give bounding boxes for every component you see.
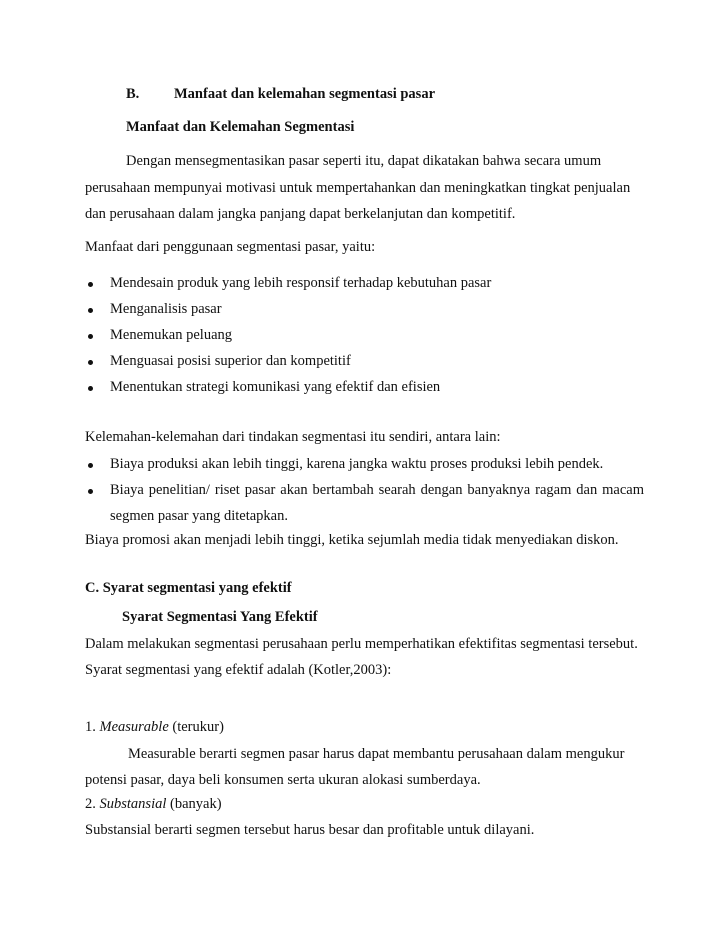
criteria-heading-2 (85, 796, 222, 813)
paragraph-line: Dengan mensegmentasikan pasar seperti itu, dapat dikatakan bahwa secara umum (126, 153, 602, 169)
benefit-item: Menganalisis pasar (110, 301, 222, 317)
section-c-paragraph: Syarat segmentasi yang efektif adalah (Kotler,2003): (85, 662, 392, 678)
criteria-gloss: (terukur) (172, 719, 224, 735)
section-b-subtitle: Manfaat dan Kelemahan Segmentasi (126, 119, 355, 135)
bullet-icon (88, 360, 93, 365)
bullet-icon (88, 308, 93, 313)
criteria-description: Measurable berarti segmen pasar harus dapat membantu perusahaan dalam mengukur (128, 746, 625, 762)
weakness-intro: Kelemahan-kelemahan dari tindakan segmentasi itu sendiri, antara lain: (85, 429, 501, 445)
bullet-icon (88, 334, 93, 339)
section-c-paragraph: Dalam melakukan segmentasi perusahaan perlu memperhatikan efektifitas segmentasi tersebut. (85, 636, 638, 652)
weakness-item: Biaya penelitian/ riset pasar akan bertambah searah dengan banyaknya ragam dan macam (110, 482, 644, 498)
criteria-number: 2. (85, 796, 96, 812)
weakness-item-plain: Biaya promosi akan menjadi lebih tinggi, ketika sejumlah media tidak menyediakan diskon. (85, 532, 619, 548)
section-b-label: B. (126, 86, 140, 102)
benefits-intro: Manfaat dari penggunaan segmentasi pasar, yaitu: (85, 239, 376, 255)
paragraph-line: perusahaan mempunyai motivasi untuk mempertahankan dan meningkatkan tingkat penjualan (85, 180, 631, 196)
section-b-title: Manfaat dan kelemahan segmentasi pasar (174, 86, 436, 102)
section-c-subtitle: Syarat Segmentasi Yang Efektif (122, 609, 318, 625)
criteria-term: Measurable (99, 719, 169, 735)
bullet-icon (88, 463, 93, 468)
bullet-icon (88, 282, 93, 287)
criteria-term: Substansial (99, 796, 167, 812)
bullet-icon (88, 489, 93, 494)
benefit-item: Mendesain produk yang lebih responsif terhadap kebutuhan pasar (110, 275, 492, 291)
bullet-icon (88, 386, 93, 391)
benefit-item: Menentukan strategi komunikasi yang efektif dan efisien (110, 379, 441, 395)
weakness-item-continued: segmen pasar yang ditetapkan. (110, 508, 288, 524)
criteria-description: Substansial berarti segmen tersebut harus besar dan profitable untuk dilayani. (85, 822, 535, 838)
benefit-item: Menguasai posisi superior dan kompetitif (110, 353, 351, 369)
criteria-number: 1. (85, 719, 96, 735)
criteria-gloss: (banyak) (170, 796, 222, 812)
section-c-title: C. Syarat segmentasi yang efektif (85, 580, 292, 596)
benefit-item: Menemukan peluang (110, 327, 233, 343)
weakness-item: Biaya produksi akan lebih tinggi, karena jangka waktu proses produksi lebih pendek. (110, 456, 604, 472)
criteria-heading-1 (85, 719, 224, 736)
paragraph-line: dan perusahaan dalam jangka panjang dapat berkelanjutan dan kompetitif. (85, 206, 516, 222)
criteria-description: potensi pasar, daya beli konsumen serta ukuran alokasi sumberdaya. (85, 772, 481, 788)
